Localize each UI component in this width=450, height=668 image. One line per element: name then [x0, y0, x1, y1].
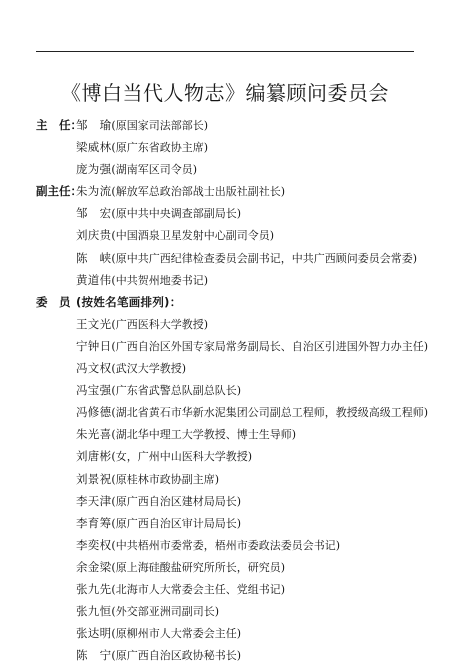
member-name: 庞为强 — [76, 162, 112, 177]
member-entry — [76, 360, 186, 376]
member-name: 冯文权 — [76, 361, 112, 376]
member-position: (原桂林市政协副主席) — [111, 472, 219, 486]
member-position: (原广东省政协主席) — [111, 141, 208, 155]
member-name: 朱光喜 — [76, 427, 112, 442]
roster-row — [0, 602, 450, 624]
member-entry — [76, 515, 241, 531]
member-name: 张达明 — [76, 626, 112, 641]
roster-row — [0, 271, 450, 293]
member-entry — [76, 316, 208, 332]
roster-row — [0, 182, 450, 204]
member-entry — [76, 205, 241, 221]
member-name: 黄道伟 — [76, 272, 112, 287]
member-entry — [76, 183, 285, 199]
member-entry — [76, 426, 296, 442]
member-position: (原广西自治区政协秘书长) — [111, 649, 241, 663]
roster-row — [0, 470, 450, 492]
roster-row — [0, 492, 450, 514]
member-name: 余金梁 — [76, 559, 112, 574]
member-entry — [76, 471, 219, 487]
member-name: 刘庆贵 — [76, 228, 112, 243]
member-entry — [76, 404, 428, 420]
member-entry — [76, 493, 241, 509]
member-name: 张九先 — [76, 581, 112, 596]
member-name: 朱为流 — [76, 184, 112, 199]
roster-row — [0, 624, 450, 646]
member-name: 冯宝强 — [76, 383, 112, 398]
roster-row — [0, 514, 450, 536]
member-position: (广西医科大学教授) — [111, 317, 208, 331]
member-entry — [76, 161, 197, 177]
member-entry — [76, 537, 340, 553]
member-entry — [76, 227, 274, 243]
page-title: 《博白当代人物志》编纂顾问委员会 — [61, 81, 389, 106]
roster-row — [0, 447, 450, 469]
roster-row — [0, 580, 450, 602]
member-entry — [76, 625, 241, 641]
member-position: (原广西自治区审计局局长) — [111, 516, 241, 530]
member-position: (广东省武警总队副总队长) — [111, 384, 241, 398]
member-name: 邹 宏 — [76, 206, 112, 221]
roster-row — [0, 293, 450, 315]
role-label: 主 任： — [36, 118, 82, 132]
top-rule — [36, 51, 414, 52]
roster-row — [0, 337, 450, 359]
roster-row — [0, 249, 450, 271]
member-entry — [76, 448, 252, 464]
member-position: (原中共广西纪律检查委员会副书记，中共广西顾问委员会常委) — [111, 251, 417, 265]
member-name: 刘唐彬 — [76, 449, 112, 464]
roster-row — [0, 558, 450, 580]
roster-row — [0, 359, 450, 381]
member-position: (女，广州中山医科大学教授) — [111, 450, 252, 464]
member-name: 梁威林 — [76, 140, 112, 155]
member-position: (外交部亚洲司副司长) — [111, 605, 219, 619]
member-name: 李育筹 — [76, 515, 112, 530]
member-position: (北海市人大常委会主任、党组书记) — [111, 582, 285, 596]
member-entry — [76, 581, 285, 597]
roster-row — [0, 425, 450, 447]
member-position: (原国家司法部部长) — [111, 119, 208, 132]
member-name: 宁钟日 — [76, 338, 112, 353]
role-label: 委 员 — [36, 294, 71, 309]
roster-row — [0, 646, 450, 668]
roster-row — [0, 536, 450, 558]
member-name: 陈 峡 — [76, 250, 112, 265]
member-entry — [76, 603, 219, 619]
member-position: (解放军总政治部战士出版社副社长) — [111, 185, 285, 199]
roster-row — [0, 116, 450, 138]
section-note — [76, 294, 182, 310]
member-name: (按姓名笔画排列)： — [76, 294, 182, 309]
member-name: 李奕权 — [76, 537, 112, 552]
member-position: (武汉大学教授) — [111, 362, 186, 376]
member-position: (湖南军区司令员) — [111, 163, 197, 177]
member-position: (原中共中央调查部副局长) — [111, 207, 241, 221]
roster-row — [0, 226, 450, 248]
member-name: 陈 宁 — [76, 648, 112, 663]
roster-row — [0, 403, 450, 425]
member-position: (原上海硅酸盐研究所所长，研究员) — [111, 560, 285, 574]
member-entry — [76, 250, 417, 266]
member-name: 冯修德 — [76, 405, 112, 420]
committee-roster — [0, 116, 450, 668]
member-position: (湖北华中理工大学教授、博士生导师) — [111, 428, 296, 442]
member-position: (中共梧州市委常委，梧州市委政法委员会书记) — [111, 538, 340, 552]
member-position: (中国酒泉卫星发射中心副司令员) — [111, 229, 274, 243]
member-position: (湖北省黄石市华新水泥集团公司副总工程师，教授级高级工程师) — [111, 406, 428, 420]
member-entry — [76, 559, 285, 575]
roster-row — [0, 204, 450, 226]
roster-row — [0, 315, 450, 337]
member-name: 邹 瑜 — [76, 118, 112, 132]
member-entry — [76, 272, 208, 288]
member-entry — [76, 338, 428, 354]
roster-row — [0, 160, 450, 182]
member-entry — [76, 382, 241, 398]
member-name: 刘景祝 — [76, 471, 112, 486]
member-position: (原柳州市人大常委会主任) — [111, 627, 241, 641]
role-label: 副主任： — [36, 184, 82, 199]
member-position: (原广西自治区建材局局长) — [111, 494, 241, 508]
member-position: (中共贺州地委书记) — [111, 273, 208, 287]
member-entry — [76, 117, 208, 133]
roster-row — [0, 381, 450, 403]
member-name: 李天津 — [76, 493, 112, 508]
member-entry — [76, 139, 208, 155]
member-entry — [76, 647, 241, 663]
member-name: 张九恒 — [76, 604, 112, 619]
member-name: 王文光 — [76, 316, 112, 331]
member-position: (广西自治区外国专家局常务副局长、自治区引进国外智力办主任) — [111, 339, 428, 353]
roster-row — [0, 138, 450, 160]
